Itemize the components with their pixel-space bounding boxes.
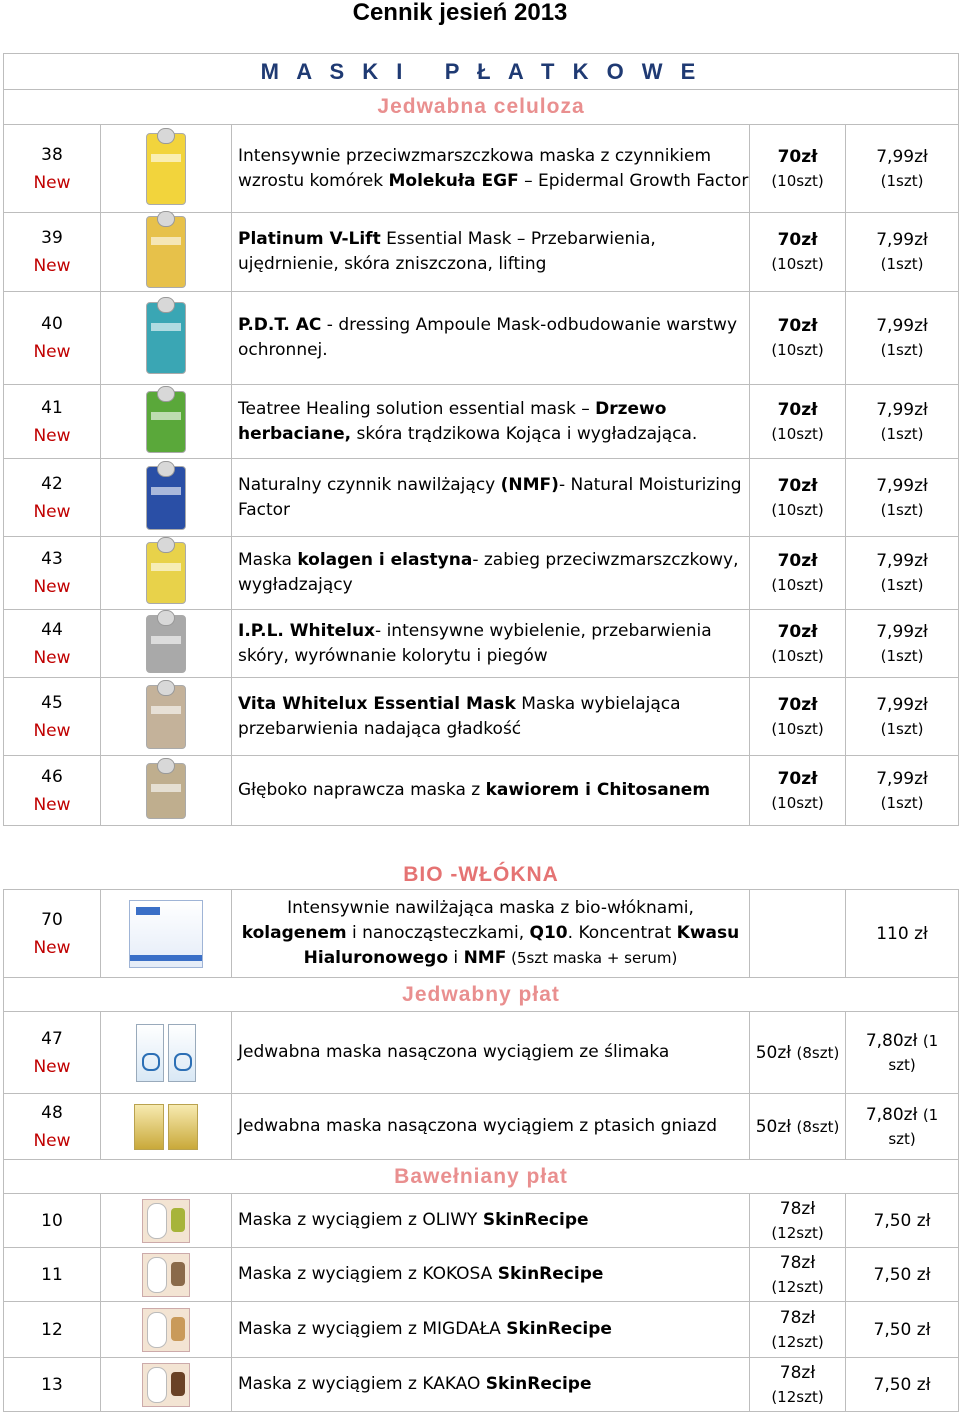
new-badge: New: [33, 425, 71, 446]
product-description: Vita Whitelux Essential Mask Maska wybielająca przebarwienia nadająca gładkość: [232, 678, 750, 756]
table-row: [4, 1194, 959, 1248]
price-1pc: 7,99zł (1szt): [846, 292, 959, 385]
table-row: [4, 1302, 959, 1358]
product-description: Jedwabna maska nasączona wyciągiem z ptasich gniazd: [232, 1094, 750, 1160]
product-number: 39: [41, 228, 63, 248]
new-badge: New: [33, 342, 71, 362]
section-title-silk-cellulose: Jedwabna celuloza: [377, 95, 585, 118]
table-row: [4, 213, 959, 292]
price-1pc: 7,80zł (1 szt): [846, 1012, 959, 1094]
price-1pc: 7,50 zł: [846, 1302, 959, 1358]
table-row: [4, 125, 959, 213]
price-10pcs: 70zł (10szt): [750, 385, 846, 459]
product-number: 70: [41, 909, 63, 930]
section-title-bio-fibers: BIO -WŁÓKNA: [403, 863, 559, 886]
new-badge: New: [33, 720, 71, 741]
product-description: Maska z wyciągiem z MIGDAŁA SkinRecipe: [232, 1302, 750, 1358]
new-badge: New: [33, 172, 71, 193]
product-image: [146, 391, 186, 453]
price-10pcs: 70zł (10szt): [750, 537, 846, 610]
price-10pcs: 70zł (10szt): [750, 756, 846, 826]
table-row: [4, 459, 959, 537]
price-1pc: 7,99zł (1szt): [846, 125, 959, 213]
price-10pcs: 70zł (10szt): [750, 213, 846, 292]
product-number: 45: [41, 692, 63, 713]
price-8pcs: 50zł (8szt): [750, 1012, 846, 1094]
product-image: [146, 302, 186, 374]
price-1pc: 7,80zł (1 szt): [846, 1094, 959, 1160]
table-row: [4, 1358, 959, 1412]
product-image: [142, 1308, 190, 1352]
subsection-row: [4, 978, 959, 1012]
product-image: [146, 216, 186, 288]
product-image: [146, 763, 186, 819]
price-12pcs: 78zł (12szt): [750, 1358, 846, 1412]
product-description: Maska kolagen i elastyna- zabieg przeciwzmarszczkowy, wygładzający: [232, 537, 750, 610]
product-number: 40: [41, 314, 63, 334]
page-title: Cennik jesień 2013: [352, 0, 568, 26]
new-badge: New: [33, 647, 71, 668]
product-image: [146, 133, 186, 205]
product-description: P.D.T. AC - dressing Ampoule Mask-odbudowanie warstwy ochronnej.: [232, 292, 750, 385]
product-number: 47: [41, 1028, 63, 1049]
product-number: 11: [41, 1264, 63, 1285]
product-number: 41: [41, 397, 63, 418]
section-title-masks: M A S K I P Ł A T K O W E: [260, 58, 702, 84]
table-row: [4, 1248, 959, 1302]
product-image: [129, 900, 203, 968]
product-description: Maska z wyciągiem z OLIWY SkinRecipe: [232, 1194, 750, 1248]
subsection-row: [4, 1160, 959, 1194]
table-row: [4, 610, 959, 678]
subsection-row: [4, 90, 959, 125]
product-number: 10: [41, 1210, 63, 1231]
table-row: [4, 890, 959, 978]
product-number: 48: [41, 1102, 63, 1123]
product-description: Maska z wyciągiem z KOKOSA SkinRecipe: [232, 1248, 750, 1302]
price-12pcs: 78zł (12szt): [750, 1248, 846, 1302]
masks-header-row: [4, 54, 959, 90]
product-image: [101, 1012, 232, 1094]
table-row: [4, 537, 959, 610]
new-badge: New: [33, 1056, 71, 1077]
price-table: [3, 53, 959, 1412]
price-10pcs: 70zł (10szt): [750, 610, 846, 678]
product-description: Maska z wyciągiem z KAKAO SkinRecipe: [232, 1358, 750, 1412]
price-1pc: 7,99zł (1szt): [846, 213, 959, 292]
product-image: [146, 466, 186, 530]
product-number: 44: [41, 619, 63, 640]
product-image: [142, 1199, 190, 1243]
price-set: 110 zł: [846, 890, 959, 978]
product-description: Głęboko naprawcza maska z kawiorem i Chitosanem: [232, 756, 750, 826]
product-image: [142, 1363, 190, 1407]
product-image: [142, 1253, 190, 1297]
table-row: [4, 1012, 959, 1094]
product-description: Intensywnie przeciwzmarszczkowa maska z czynnikiem wzrostu komórek Molekuła EGF – Epidermal Growth Factor: [232, 125, 750, 213]
product-image: [101, 1094, 232, 1160]
product-image: [146, 615, 186, 673]
product-number: 43: [41, 549, 63, 569]
product-number: 38: [41, 144, 63, 165]
product-description: Teatree Healing solution essential mask – Drzewo herbaciane, skóra trądzikowa Kojąca i wygładzająca.: [232, 385, 750, 459]
price-10pcs-empty: [750, 890, 846, 978]
product-number: 12: [41, 1319, 63, 1340]
table-row: [4, 756, 959, 826]
new-badge: New: [33, 501, 71, 522]
price-1pc: 7,99zł (1szt): [846, 385, 959, 459]
table-row: [4, 385, 959, 459]
price-1pc: 7,50 zł: [846, 1248, 959, 1302]
product-description: Jedwabna maska nasączona wyciągiem ze ślimaka: [232, 1012, 750, 1094]
price-8pcs: 50zł (8szt): [750, 1094, 846, 1160]
product-description: I.P.L. Whitelux- intensywne wybielenie, przebarwienia skóry, wyrównanie kolorytu i piegów: [232, 610, 750, 678]
product-number: 42: [41, 473, 63, 494]
table-row: [4, 678, 959, 756]
section-title-cotton-sheet: Bawełniany płat: [394, 1164, 568, 1188]
price-1pc: 7,50 zł: [846, 1194, 959, 1248]
price-1pc: 7,99zł (1szt): [846, 756, 959, 826]
product-description: Platinum V-Lift Essential Mask – Przebarwienia, ujędrnienie, skóra zniszczona, lifting: [232, 213, 750, 292]
price-1pc: 7,99zł (1szt): [846, 610, 959, 678]
new-badge: New: [33, 1130, 71, 1151]
price-1pc: 7,50 zł: [846, 1358, 959, 1412]
new-badge: New: [33, 937, 71, 958]
new-badge: New: [33, 256, 71, 276]
product-number: 13: [41, 1374, 63, 1395]
subsection-row: [4, 826, 959, 890]
section-title-silk-sheet: Jedwabny płat: [402, 982, 560, 1006]
price-1pc: 7,99zł (1szt): [846, 678, 959, 756]
price-12pcs: 78zł (12szt): [750, 1302, 846, 1358]
product-description: Intensywnie nawilżająca maska z bio-włóknami, kolagenem i nanocząsteczkami, Q10. Koncentrat Kwasu Hialuronowego i NMF (5szt maska + serum): [232, 890, 750, 978]
price-1pc: 7,99zł (1szt): [846, 537, 959, 610]
table-row: [4, 1094, 959, 1160]
table-row: [4, 292, 959, 385]
product-number: 46: [41, 766, 63, 787]
price-10pcs: 70zł (10szt): [750, 678, 846, 756]
product-image: [146, 685, 186, 749]
product-description: Naturalny czynnik nawilżający (NMF)- Natural Moisturizing Factor: [232, 459, 750, 537]
price-10pcs: 70zł (10szt): [750, 459, 846, 537]
new-badge: New: [33, 577, 71, 597]
price-10pcs: 70zł (10szt): [750, 125, 846, 213]
price-1pc: 7,99zł (1szt): [846, 459, 959, 537]
price-10pcs: 70zł (10szt): [750, 292, 846, 385]
price-12pcs: 78zł (12szt): [750, 1194, 846, 1248]
new-badge: New: [33, 794, 71, 815]
product-image: [146, 542, 186, 604]
